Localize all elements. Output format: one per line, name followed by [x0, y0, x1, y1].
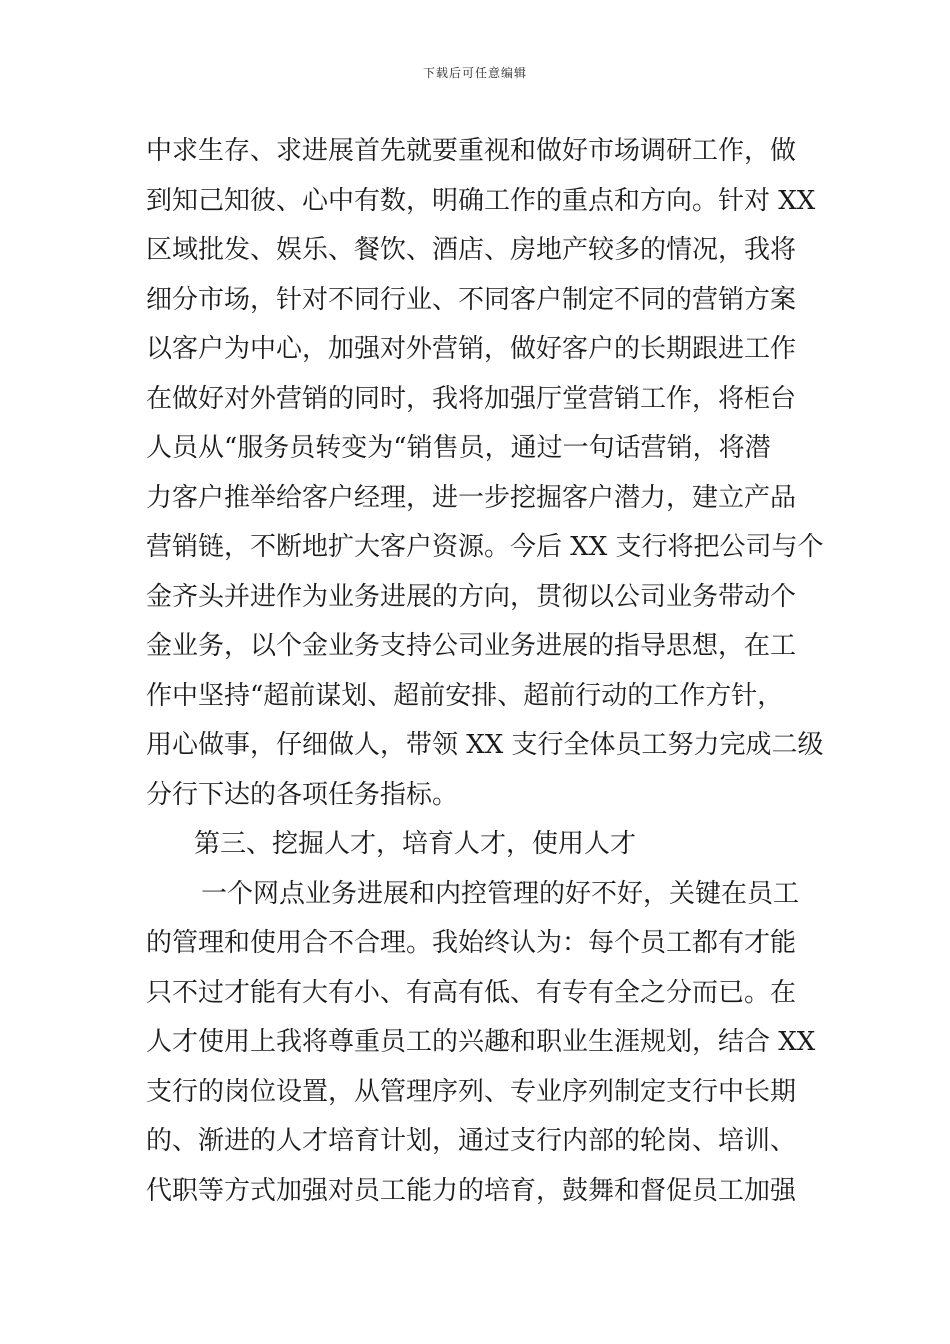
- text-line: 支行的岗位设置，从管理序列、专业序列制定支行中长期: [146, 1076, 797, 1107]
- text-line: 细分市场，针对不同行业、不同客户制定不同的营销方案: [146, 284, 797, 315]
- document-body: [146, 127, 824, 1216]
- text-line: 力客户推举给客户经理，进一步挖掘客户潜力，建立产品: [146, 482, 797, 513]
- page-header-note: 下载后可任意编辑: [422, 66, 527, 80]
- text-line: 分行下达的各项任务指标。: [146, 779, 459, 810]
- text-line: 区域批发、娱乐、餐饮、酒店、房地产较多的情况，我将: [146, 235, 797, 265]
- text-line: 的管理和使用合不合理。我始终认为：每个员工都有才能: [146, 928, 797, 958]
- text-line: 人才使用上我将尊重员工的兴趣和职业生涯规划，结合 XX: [146, 1027, 816, 1057]
- text-line: 金齐头并进作为业务进展的方向，贯彻以公司业务带动个: [146, 581, 797, 612]
- text-line: 营销链，不断地扩大客户资源。今后 XX 支行将把公司与个: [146, 532, 824, 562]
- text-line: 代职等方式加强对员工能力的培育，鼓舞和督促员工加强: [146, 1175, 797, 1206]
- text-line: 到知己知彼、心中有数，明确工作的重点和方向。针对 XX: [146, 185, 816, 216]
- text-line: 用心做事，仔细做人，带领 XX 支行全体员工努力完成二级: [146, 730, 824, 760]
- section-heading: 第三、挖掘人才，培育人才，使用人才: [194, 829, 637, 859]
- text-line: 在做好对外营销的同时，我将加强厅堂营销工作，将柜台: [146, 383, 797, 414]
- text-line: 人员从“服务员转变为“销售员，通过一句话营销，将潜: [146, 433, 771, 463]
- text-line: 作中坚持“超前谋划、超前安排、超前行动的工作方针，: [146, 680, 784, 711]
- text-line: 一个网点业务进展和内控管理的好不好，关键在员工: [201, 878, 800, 909]
- text-line: 的、渐进的人才培育计划，通过支行内部的轮岗、培训、: [146, 1126, 797, 1156]
- text-line: 金业务，以个金业务支持公司业务进展的指导思想，在工: [146, 631, 797, 661]
- text-line: 以客户为中心，加强对外营销，做好客户的长期跟进工作: [146, 334, 797, 364]
- text-line: 中求生存、求进展首先就要重视和做好市场调研工作，做: [146, 136, 797, 166]
- text-line: 只不过才能有大有小、有高有低、有专有全之分而已。在: [146, 977, 797, 1008]
